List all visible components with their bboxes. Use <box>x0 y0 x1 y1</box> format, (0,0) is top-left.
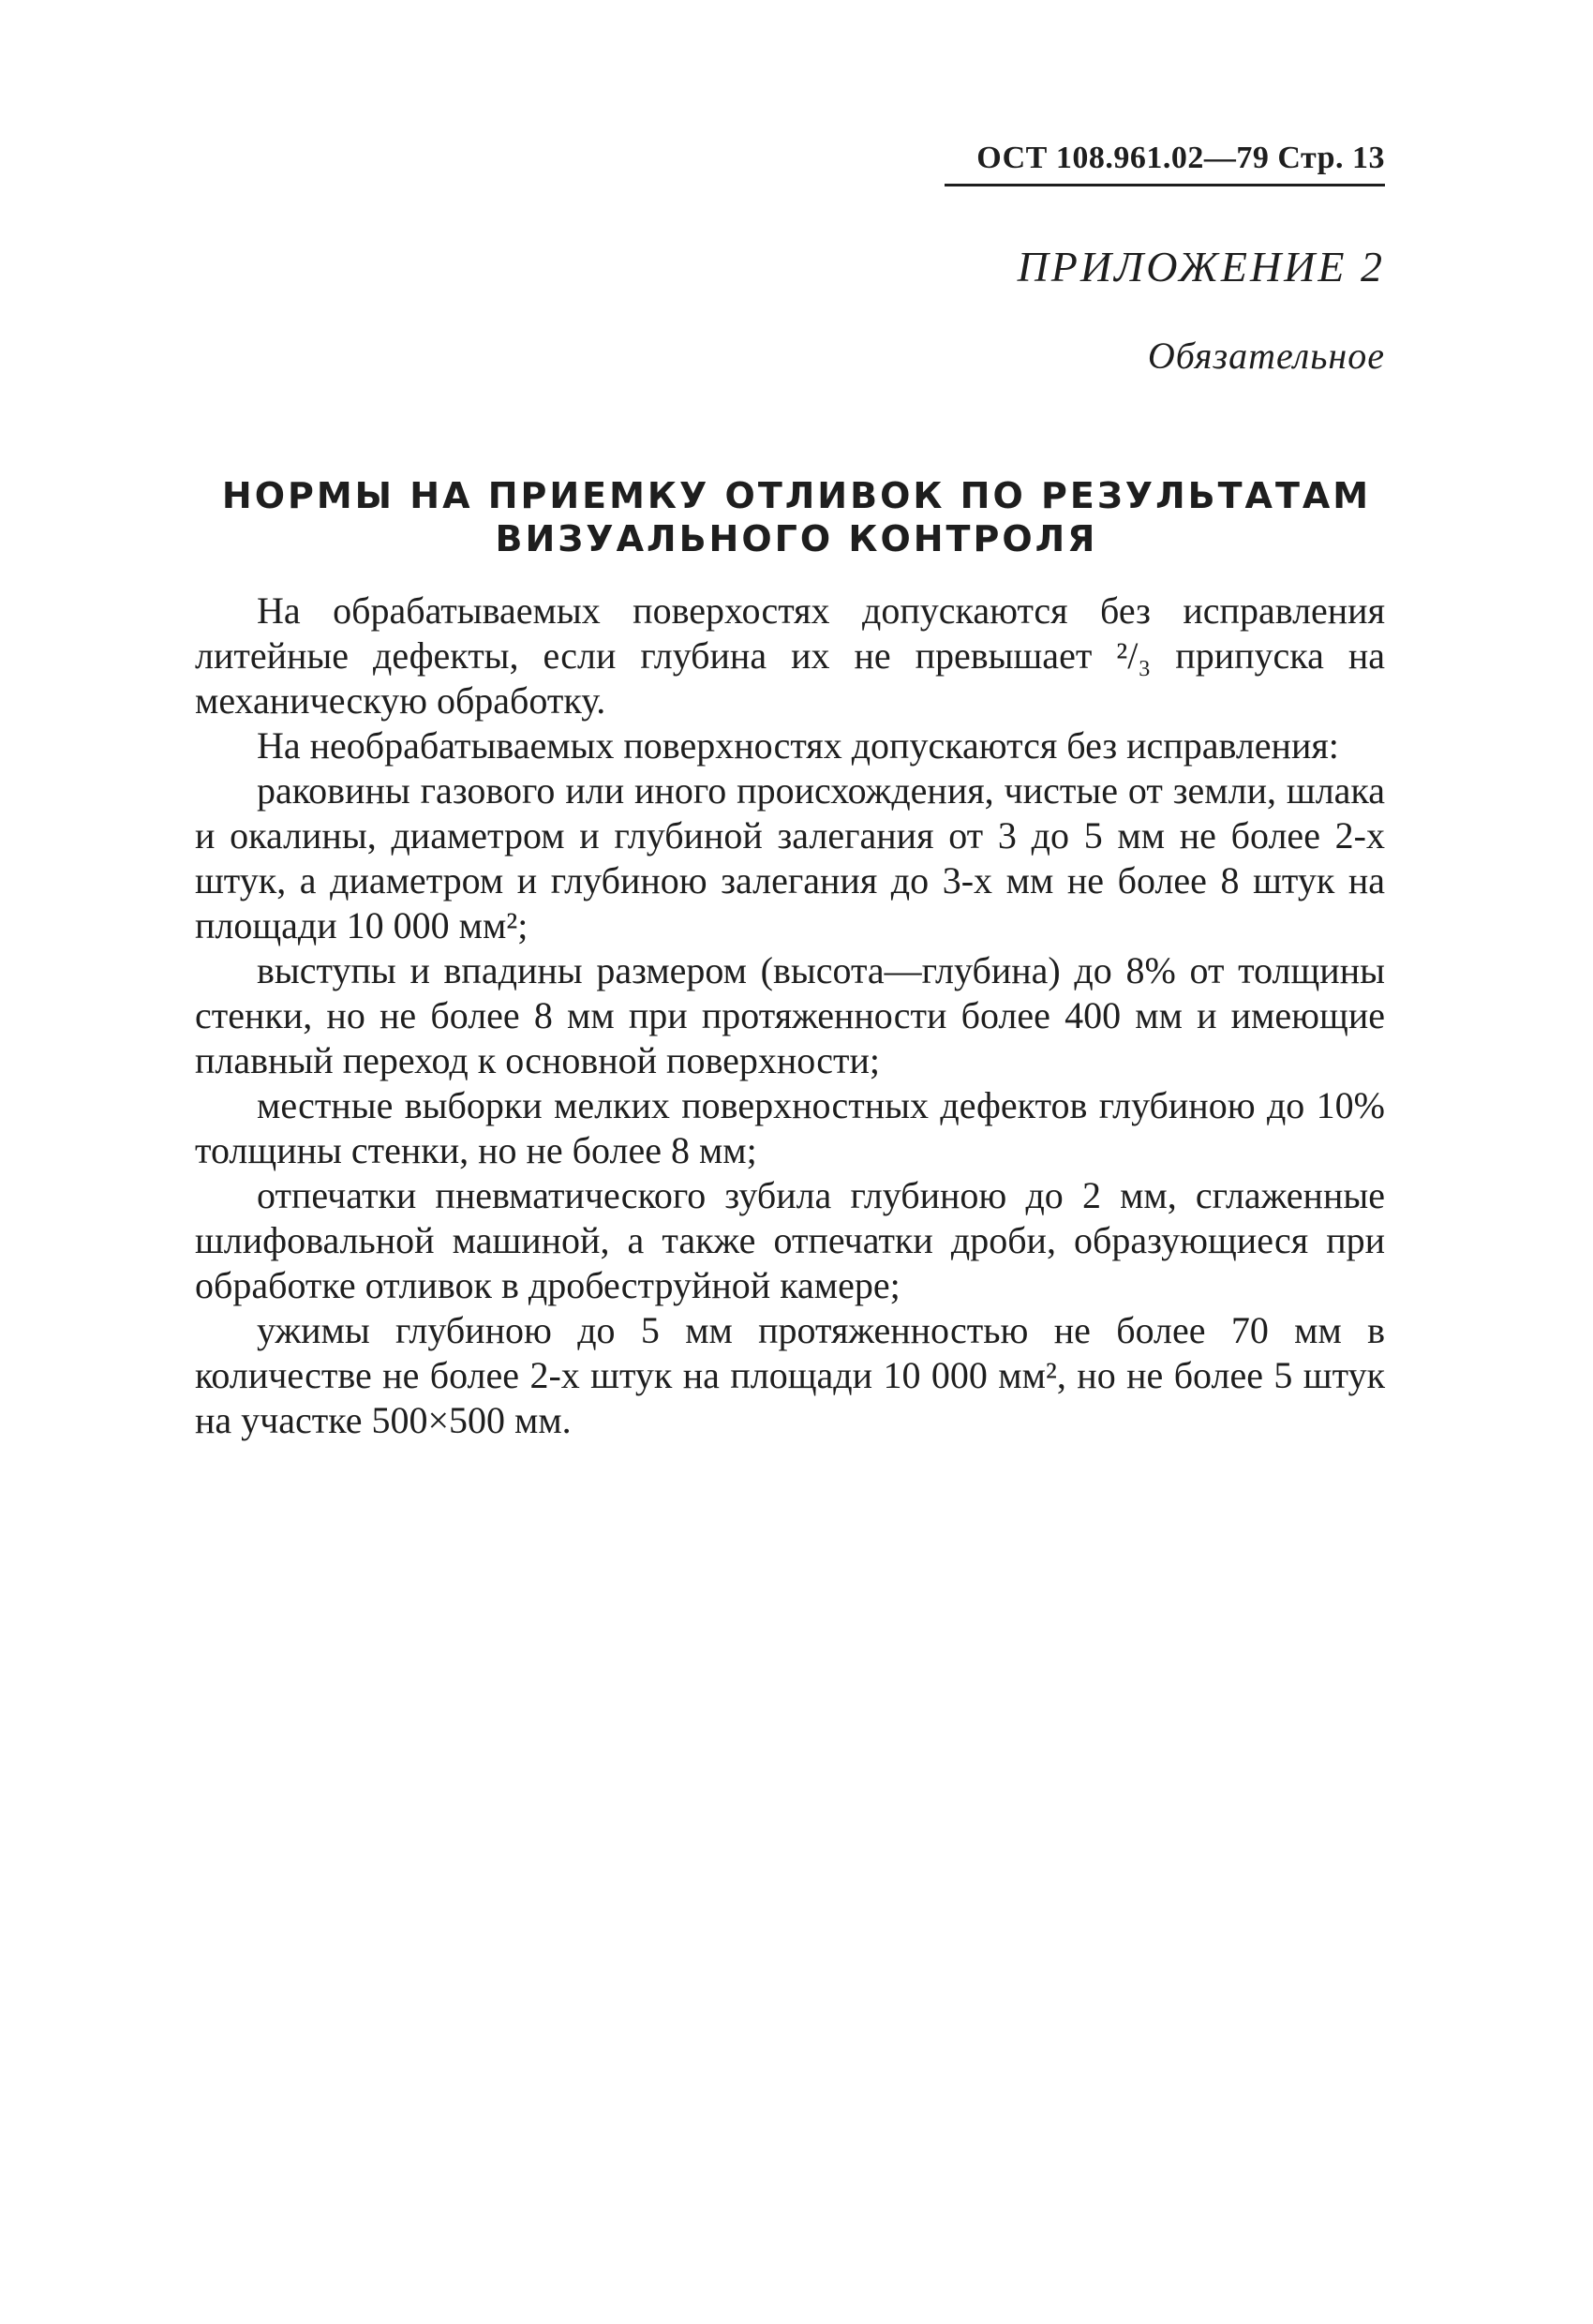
paragraph-machined-surfaces: На обрабатываемых поверхостях допускаются без исправления литейные дефекты, если глубина их не превышает ²/₃ припуска на механическую обработку. <box>195 589 1385 722</box>
page-header: ОСТ 108.961.02—79 Стр. 13 <box>945 141 1385 186</box>
appendix-title: ПРИЛОЖЕНИЕ 2 <box>1017 243 1385 290</box>
list-item-protrusions: выступы и впадины размером (высота—глубина) до 8% от толщины стенки, но не более 8 мм при протяженности более 400 мм и имеющие плавный переход к основной поверхности; <box>195 949 1385 1081</box>
list-item-local-grinding: местные выборки мелких поверхностных дефектов глубиною до 10% толщины стенки, но не более 8 мм; <box>195 1084 1385 1171</box>
list-item-chisel-marks: отпечатки пневматического зубила глубиною до 2 мм, сглаженные шлифовальной машиной, а также отпечатки дроби, образующиеся при обработке отливок в дробеструйной камере; <box>195 1174 1385 1306</box>
list-item-buckles: ужимы глубиною до 5 мм протяженностью не более 70 мм в количестве не более 2-х штук на площади 10 000 мм², но не более 5 штук на участке 500×500 мм. <box>195 1309 1385 1441</box>
list-item-cavities: раковины газового или иного происхождения, чистые от земли, шлака и окалины, диаметром и глубиной залегания от 3 до 5 мм не более 2-х штук, а диаметром и глубиною залегания до 3-х мм не более 8 штук на площади 10 000 мм²; <box>195 769 1385 946</box>
body-text <box>195 588 1385 1443</box>
document-title-line-2: ВИЗУАЛЬНОГО КОНТРОЛЯ <box>495 518 1098 559</box>
appendix-status: Обязательное <box>1147 335 1385 377</box>
document-title <box>187 474 1406 560</box>
paragraph-unmachined-intro: На необрабатываемых поверхностях допускаются без исправления: <box>257 724 1339 767</box>
document-title-line-1: НОРМЫ НА ПРИЕМКУ ОТЛИВОК ПО РЕЗУЛЬТАТАМ <box>221 475 1372 516</box>
